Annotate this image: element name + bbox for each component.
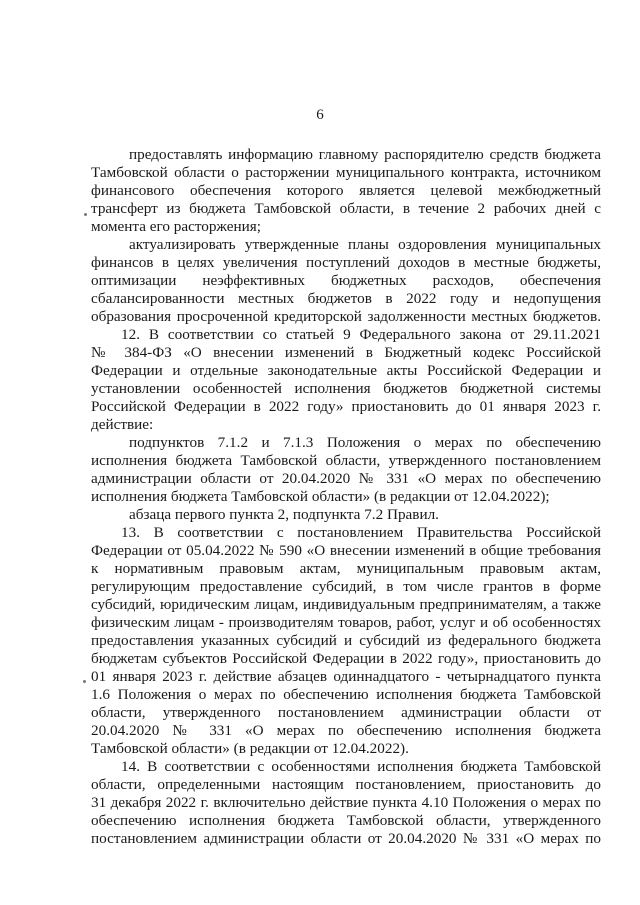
text-line: области, утвержденного постановлением администрации области от — [91, 704, 601, 721]
text-line: 1.6 Положения о мерах по обеспечению исполнения бюджета Тамбовской — [91, 686, 601, 703]
text-line: действие: — [91, 416, 154, 433]
text-line: № 384-ФЗ «О внесении изменений в Бюджетный кодекс Российской — [91, 344, 601, 361]
text-line: трансферт из бюджета Тамбовской области, в течение 2 рабочих дней с — [91, 200, 601, 217]
text-line: предоставлять информацию главному распорядителю средств бюджета — [129, 146, 601, 163]
text-line: 13. В соответствии с постановлением Правительства Российской — [121, 524, 601, 541]
text-line: абзаца первого пункта 2, подпункта 7.2 Правил. — [129, 506, 439, 523]
text-line: исполнения бюджета Тамбовской области, утвержденного постановлением — [91, 452, 601, 469]
text-line: Тамбовской области о расторжении муниципального контракта, источником — [91, 164, 601, 181]
text-line: регулирующим предоставление субсидий, в том числе грантов в форме — [91, 578, 601, 595]
text-line: бюджетам субъектов Российской Федерации в 2022 году», приостановить до — [91, 650, 601, 667]
text-line: предоставления указанных субсидий и субсидий из федерального бюджета — [91, 632, 601, 649]
text-line: оптимизации неэффективных бюджетных расходов, обеспечения — [91, 272, 601, 289]
text-line: установлении особенностей исполнения бюджетов бюджетной системы — [91, 380, 601, 397]
scan-speck — [83, 680, 86, 683]
text-line: исполнения бюджета Тамбовской области» (в редакции от 12.04.2022); — [91, 488, 550, 505]
text-line: субсидий, юридическим лицам, индивидуальным предпринимателям, а также — [91, 596, 601, 613]
text-line: сбалансированности местных бюджетов в 2022 году и недопущения — [91, 290, 601, 307]
text-line: области, определенными настоящим постановлением, приостановить до — [91, 776, 601, 793]
text-line: 12. В соответствии со статьей 9 Федерального закона от 29.11.2021 — [121, 326, 601, 343]
page-number: 6 — [316, 107, 324, 123]
document-body — [91, 146, 601, 848]
text-line: 31 декабря 2022 г. включительно действие пункта 4.10 Положения о мерах по — [91, 794, 601, 811]
scan-speck — [84, 213, 87, 216]
text-line: подпунктов 7.1.2 и 7.1.3 Положения о мерах по обеспечению — [129, 434, 601, 451]
text-line: момента его расторжения; — [91, 218, 261, 235]
text-line: 01 января 2023 г. действие абзацев одиннадцатого - четырнадцатого пункта — [91, 668, 601, 685]
text-line: финансового обеспечения которого является целевой межбюджетный — [91, 182, 601, 199]
text-line: обеспечению исполнения бюджета Тамбовской области, утвержденного — [91, 812, 601, 829]
text-line: 14. В соответствии с особенностями исполнения бюджета Тамбовской — [121, 758, 601, 775]
text-line: финансов в целях увеличения поступлений доходов в местные бюджеты, — [91, 254, 601, 271]
text-line: к нормативным правовым актам, муниципальным правовым актам, — [91, 560, 601, 577]
text-line: образования просроченной кредиторской задолженности местных бюджетов. — [91, 308, 601, 325]
text-line: Тамбовской области» (в редакции от 12.04.2022). — [91, 740, 409, 757]
text-line: 20.04.2020 № 331 «О мерах по обеспечению исполнения бюджета — [91, 722, 601, 739]
text-line: Российской Федерации в 2022 году» приостановить до 01 января 2023 г. — [91, 398, 601, 415]
text-line: Федерации от 05.04.2022 № 590 «О внесении изменений в общие требования — [91, 542, 601, 559]
text-line: администрации области от 20.04.2020 № 331 «О мерах по обеспечению — [91, 470, 601, 487]
text-line: физическим лицам - производителям товаров, работ, услуг и об особенностях — [91, 614, 601, 631]
text-line: актуализировать утвержденные планы оздоровления муниципальных — [129, 236, 601, 253]
text-line: Федерации и отдельные законодательные акты Российской Федерации и — [91, 362, 601, 379]
text-line: постановлением администрации области от 20.04.2020 № 331 «О мерах по — [91, 830, 601, 847]
